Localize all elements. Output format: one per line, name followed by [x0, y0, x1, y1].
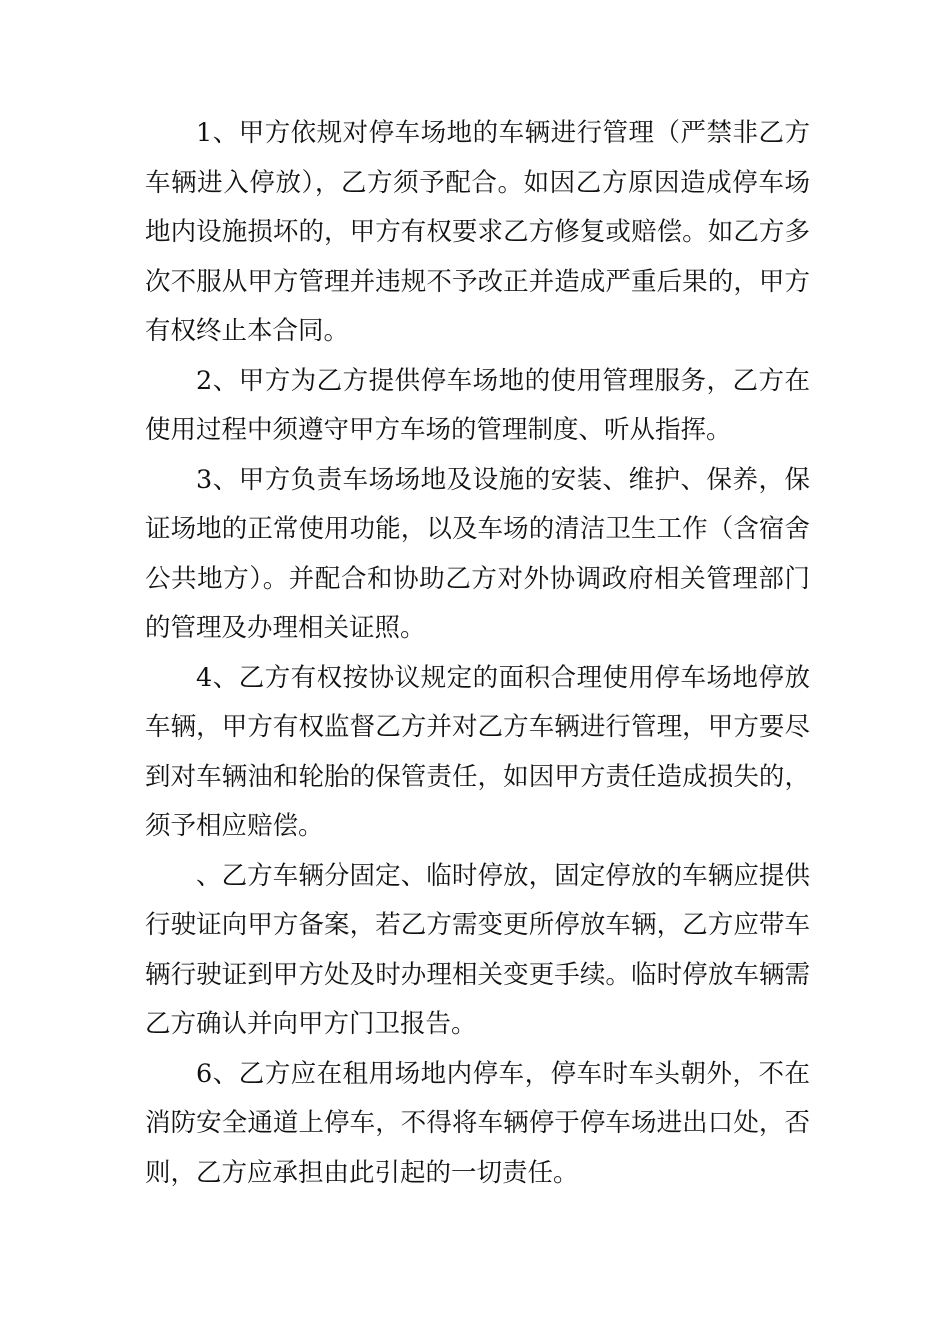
- paragraph-6: 6、乙方应在租用场地内停车，停车时车头朝外，不在消防安全通道上停车，不得将车辆停于停车场进出口处，否则，乙方应承担由此引起的一切责任。: [145, 1058, 810, 1188]
- paragraph-1: 1、甲方依规对停车场地的车辆进行管理（严禁非乙方车辆进入停放），乙方须予配合。如因乙方原因造成停车场地内设施损坏的，甲方有权要求乙方修复或赔偿。如乙方多次不服从甲方管理并违规不予改正并造成严重后果的，甲方有权终止本合同。: [145, 118, 810, 346]
- paragraph-4: 4、乙方有权按协议规定的面积合理使用停车场地停放车辆，甲方有权监督乙方并对乙方车辆进行管理，甲方要尽到对车辆油和轮胎的保管责任，如因甲方责任造成损失的，须予相应赔偿。: [145, 662, 810, 841]
- paragraph-3: 3、甲方负责车场场地及设施的安装、维护、保养，保证场地的正常使用功能，以及车场的清洁卫生工作（含宿舍公共地方）。并配合和协助乙方对外协调政府相关管理部门的管理及办理相关证照。: [145, 464, 810, 643]
- document-page: [145, 109, 810, 1198]
- paragraph-5: 、乙方车辆分固定、临时停放，固定停放的车辆应提供行驶证向甲方备案，若乙方需变更所停放车辆，乙方应带车辆行驶证到甲方处及时办理相关变更手续。临时停放车辆需乙方确认并向甲方门卫报告。: [145, 860, 810, 1039]
- paragraph-2: 2、甲方为乙方提供停车场地的使用管理服务，乙方在使用过程中须遵守甲方车场的管理制度、听从指挥。: [145, 365, 810, 445]
